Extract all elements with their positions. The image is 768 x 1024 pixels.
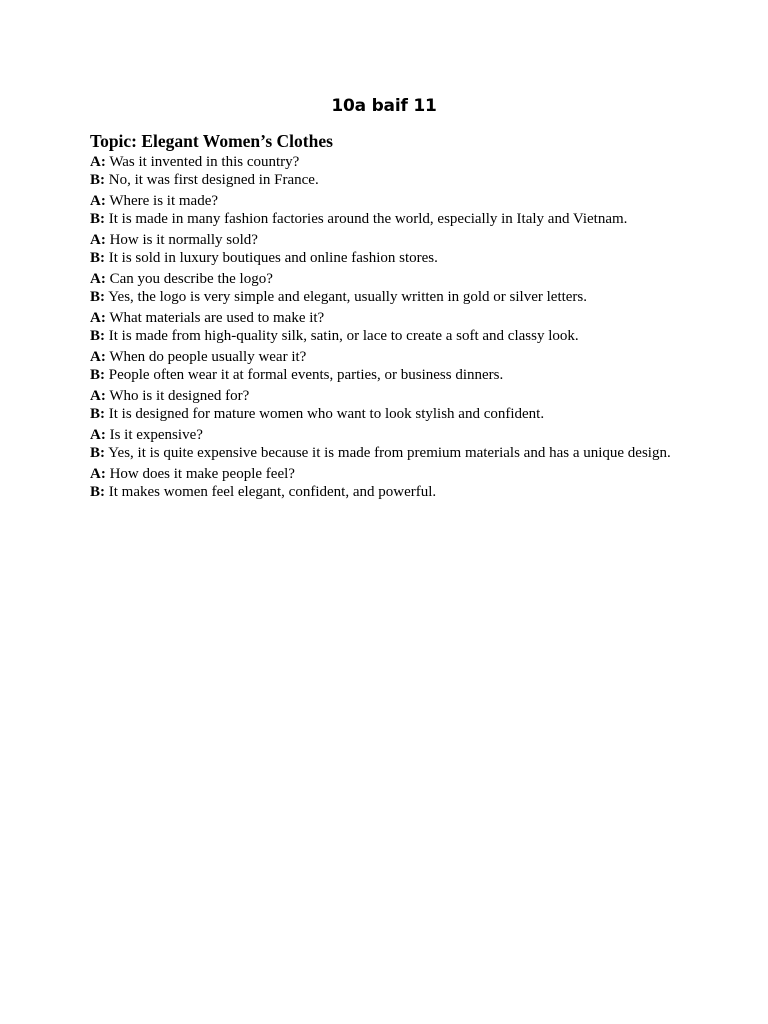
- speaker-label: A:: [90, 193, 106, 209]
- question-line: [90, 426, 730, 444]
- answer-text: Yes, the logo is very simple and elegant, usually written in gold or silver letters.: [108, 289, 588, 305]
- speaker-label: B:: [90, 289, 105, 305]
- speaker-label: A:: [90, 154, 106, 170]
- answer-text: People often wear it at formal events, parties, or business dinners.: [108, 367, 504, 383]
- question-text: How does it make people feel?: [109, 466, 295, 482]
- dialogue-exchange: [90, 348, 730, 384]
- answer-line: [90, 366, 730, 384]
- answer-text: It is designed for mature women who want to look stylish and confident.: [108, 406, 545, 422]
- answer-line: [90, 249, 730, 267]
- document-body: [90, 130, 730, 504]
- question-text: How is it normally sold?: [109, 232, 258, 248]
- answer-text: It is made in many fashion factories around the world, especially in Italy and Vietnam.: [108, 211, 628, 227]
- question-line: [90, 348, 730, 366]
- topic-heading: Topic: Elegant Women’s Clothes: [90, 131, 333, 151]
- question-line: [90, 192, 730, 210]
- question-line: [90, 465, 730, 483]
- question-line: [90, 153, 730, 171]
- speaker-label: B:: [90, 445, 105, 461]
- question-text: Was it invented in this country?: [109, 154, 300, 170]
- answer-text: No, it was first designed in France.: [108, 172, 319, 188]
- question-text: Can you describe the logo?: [109, 271, 273, 287]
- answer-line: [90, 405, 730, 423]
- speaker-label: B:: [90, 367, 105, 383]
- dialogue-exchange: [90, 153, 730, 189]
- answer-line: [90, 444, 730, 462]
- answer-line: [90, 210, 730, 228]
- answer-line: [90, 288, 730, 306]
- speaker-label: B:: [90, 172, 105, 188]
- question-text: Where is it made?: [109, 193, 219, 209]
- question-text: What materials are used to make it?: [109, 310, 325, 326]
- answer-text: It is made from high-quality silk, satin, or lace to create a soft and classy look.: [108, 328, 579, 344]
- speaker-label: A:: [90, 232, 106, 248]
- question-text: Who is it designed for?: [109, 388, 250, 404]
- speaker-label: A:: [90, 271, 106, 287]
- speaker-label: B:: [90, 250, 105, 266]
- speaker-label: A:: [90, 466, 106, 482]
- dialogue-exchange: [90, 309, 730, 345]
- answer-line: [90, 171, 730, 189]
- dialogue-exchange: [90, 231, 730, 267]
- document-title: 10a baif 11: [331, 96, 437, 116]
- answer-text: It is sold in luxury boutiques and online fashion stores.: [108, 250, 438, 266]
- speaker-label: B:: [90, 328, 105, 344]
- dialogue-exchange: [90, 465, 730, 501]
- speaker-label: B:: [90, 484, 105, 500]
- speaker-label: B:: [90, 211, 105, 227]
- question-text: Is it expensive?: [109, 427, 203, 443]
- question-line: [90, 309, 730, 327]
- speaker-label: A:: [90, 427, 106, 443]
- speaker-label: A:: [90, 349, 106, 365]
- dialogue-exchange: [90, 426, 730, 462]
- question-line: [90, 231, 730, 249]
- answer-text: It makes women feel elegant, confident, and powerful.: [108, 484, 437, 500]
- speaker-label: A:: [90, 310, 106, 326]
- question-text: When do people usually wear it?: [109, 349, 307, 365]
- dialogue-exchange: [90, 192, 730, 228]
- dialogue-exchange: [90, 270, 730, 306]
- answer-line: [90, 483, 730, 501]
- dialogue-exchange: [90, 387, 730, 423]
- answer-text: Yes, it is quite expensive because it is made from premium materials and has a unique design.: [108, 445, 671, 461]
- question-line: [90, 387, 730, 405]
- speaker-label: B:: [90, 406, 105, 422]
- answer-line: [90, 327, 730, 345]
- speaker-label: A:: [90, 388, 106, 404]
- question-line: [90, 270, 730, 288]
